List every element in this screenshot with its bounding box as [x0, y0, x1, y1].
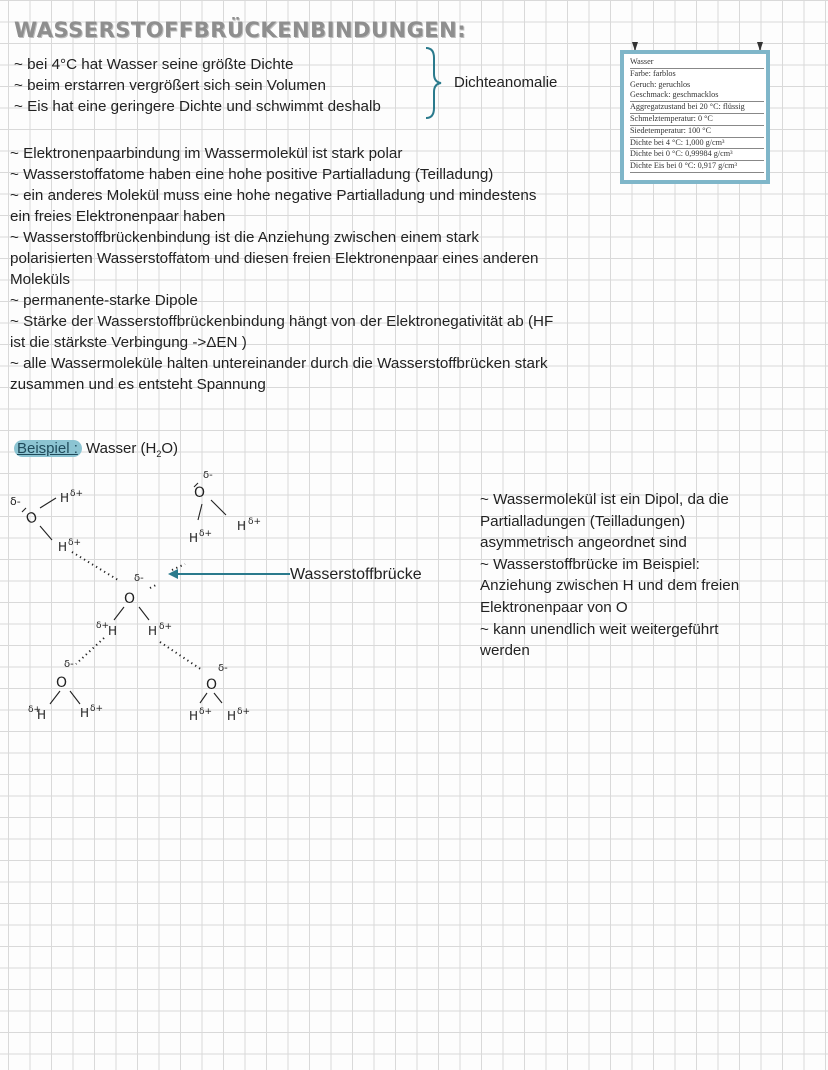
dichteanomalie-label: Dichteanomalie — [454, 74, 558, 91]
notes-list — [10, 143, 553, 395]
card-line: Geruch: geruchlos — [630, 79, 691, 89]
card-line: Dichte bei 4 °C: 1,000 g/cm³ — [630, 138, 764, 150]
oxygen-atom: O — [23, 509, 40, 528]
delta-plus: δ+ — [237, 707, 251, 717]
anomaly-line: ~ beim erstarren vergrößert sich sein Volumen — [14, 77, 326, 94]
note-line: ~ alle Wassermoleküle halten untereinander durch die Wasserstoffbrücken stark — [10, 355, 548, 372]
note-line: ist die stärkste Verbingung ->ΔEN ) — [10, 334, 247, 351]
water-properties-card — [620, 50, 770, 184]
card-line: Farbe: farblos — [630, 68, 676, 78]
delta-plus: δ+ — [248, 517, 262, 527]
anomaly-line: ~ bei 4°C hat Wasser seine größte Dichte — [14, 56, 294, 73]
card-line: Schmelztemperatur: 0 °C — [630, 114, 764, 126]
delta-plus: δ+ — [96, 621, 110, 631]
explanation-line: werden — [480, 642, 530, 660]
example-label: Beispiel : — [14, 440, 82, 457]
delta-minus: δ- — [134, 573, 144, 584]
delta-minus: δ- — [10, 495, 21, 508]
oxygen-atom: O — [194, 485, 206, 501]
note-line: ein freies Elektronenpaar haben — [10, 208, 226, 225]
explanation-line: ~ Wassermolekül ist ein Dipol, da die — [480, 491, 729, 508]
delta-plus: δ+ — [90, 704, 104, 714]
delta-plus: δ+ — [199, 707, 213, 717]
note-line: Moleküls — [10, 271, 70, 288]
oxygen-atom: O — [206, 677, 218, 693]
note-line: polarisierten Wasserstoffatom und diesen freien Elektronenpaar eines anderen — [10, 250, 539, 267]
delta-plus: δ+ — [28, 705, 42, 715]
explanation-line: ~ Wasserstoffbrücke im Beispiel: — [480, 555, 700, 573]
oxygen-atom: O — [56, 675, 68, 691]
hydrogen-atom: H — [237, 519, 247, 533]
delta-minus: δ- — [64, 659, 74, 670]
example-text: Wasser (H — [86, 440, 157, 457]
delta-plus: δ+ — [70, 489, 84, 499]
oxygen-atom: O — [124, 591, 136, 607]
hydrogen-atom: H — [58, 540, 68, 554]
hydrogen-atom: H — [60, 491, 70, 505]
note-line: ~ Wasserstoffatome haben eine hohe positive Partialladung (Teilladung) — [10, 166, 494, 183]
delta-plus: δ+ — [199, 529, 213, 539]
card-line: Wasser — [630, 57, 764, 69]
hydrogen-atom: H — [37, 708, 47, 722]
explanation-line: Anziehung zwischen H und dem freien — [480, 577, 740, 595]
card-line: Dichte bei 0 °C: 0,99984 g/cm³ — [630, 149, 764, 161]
hydrogen-atom: H — [227, 709, 237, 723]
hydrogen-atom: H — [108, 624, 118, 638]
card-line: Dichte Eis bei 0 °C: 0,917 g/cm³ — [630, 161, 764, 173]
anomaly-line: ~ Eis hat eine geringere Dichte und schwimmt deshalb — [14, 98, 381, 115]
hydrogen-atom: H — [80, 706, 90, 720]
explanation-line: Elektronenpaar von O — [480, 598, 628, 616]
note-line: ~ permanente-starke Dipole — [10, 292, 198, 309]
note-line: ~ Elektronenpaarbindung im Wassermolekül ist stark polar — [10, 145, 403, 162]
delta-plus: δ+ — [159, 622, 173, 632]
hydrogen-atom: H — [189, 709, 199, 723]
hydrogen-atom: H — [189, 531, 199, 545]
explanation-line: asymmetrisch angeordnet sind — [480, 534, 687, 552]
card-line: Aggregatzustand bei 20 °C: flüssig — [630, 102, 764, 114]
anomaly-list — [14, 54, 381, 117]
page-title: WASSERSTOFFBRÜCKENBINDUNGEN: — [14, 18, 467, 42]
note-line: zusammen und es entsteht Spannung — [10, 376, 266, 393]
curly-brace-icon — [424, 46, 444, 120]
example-heading — [14, 440, 178, 459]
arrow-left-icon — [168, 567, 292, 581]
note-line: ~ Wasserstoffbrückenbindung ist die Anziehung zwischen einem stark — [10, 229, 479, 246]
card-line: Siedetemperatur: 100 °C — [630, 126, 764, 138]
example-text-end: O) — [161, 440, 179, 457]
delta-minus: δ- — [203, 470, 213, 481]
delta-plus: δ+ — [68, 538, 82, 548]
delta-minus: δ- — [218, 663, 228, 674]
hydrogen-bond-diagram — [0, 460, 300, 730]
hydrogen-bond-label: Wasserstoffbrücke — [290, 566, 422, 583]
note-line: ~ ein anderes Molekül muss eine hohe negative Partialladung und mindestens — [10, 187, 537, 204]
explanation-list — [480, 489, 780, 662]
explanation-line: Partialladungen (Teilladungen) — [480, 512, 686, 530]
example-subscript: 2 — [156, 449, 162, 459]
hydrogen-atom: H — [148, 624, 158, 638]
explanation-line: ~ kann unendlich weit weitergeführt — [480, 620, 719, 638]
note-line: ~ Stärke der Wasserstoffbrückenbindung hängt von der Elektronegativität ab (HF — [10, 313, 554, 330]
card-line: Geschmack: geschmacklos — [630, 90, 764, 102]
